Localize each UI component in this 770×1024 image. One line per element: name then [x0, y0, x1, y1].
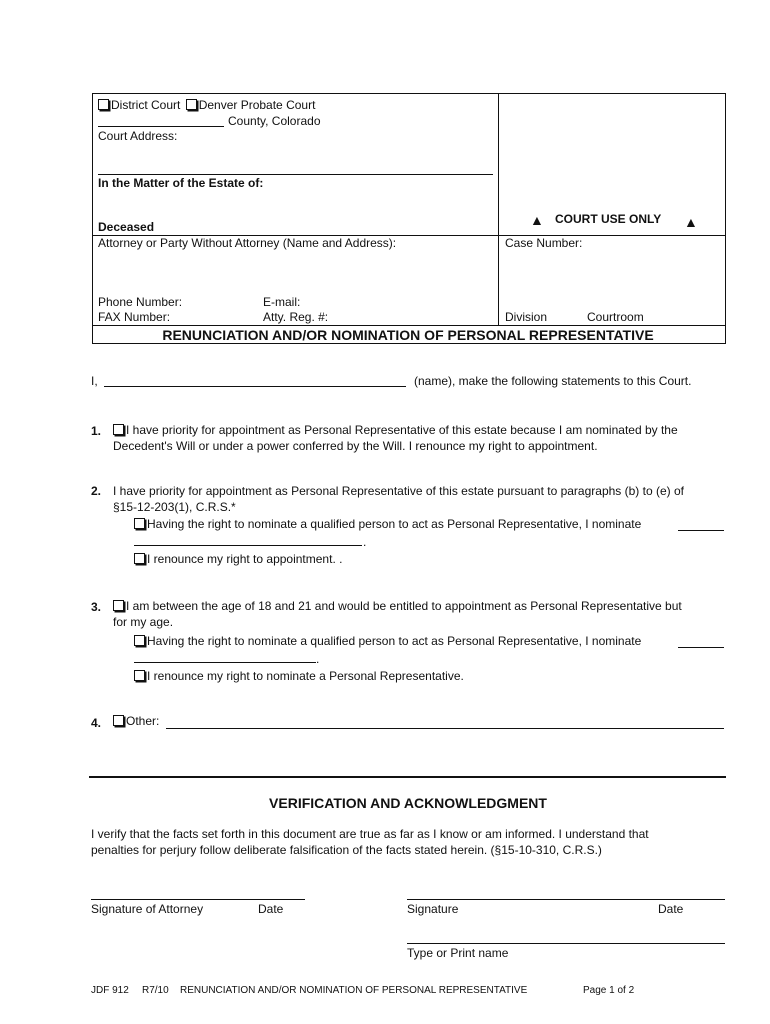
item-3-nominee-field-a[interactable]: [678, 647, 724, 648]
arrow-up-icon-left: ▲: [530, 212, 544, 228]
item-2-nominee-field-a[interactable]: [678, 530, 724, 531]
courtroom-label: Courtroom: [587, 310, 644, 324]
phone-label: Phone Number:: [98, 295, 183, 309]
attorney-label: Attorney or Party Without Attorney (Name and Address):: [98, 236, 397, 250]
signature-of-attorney-label: Signature of Attorney: [91, 902, 204, 916]
county-colorado-label: County, Colorado: [228, 114, 321, 128]
intro-suffix: (name), make the following statements to this Court.: [414, 374, 692, 388]
item-4-number: 4.: [91, 716, 102, 730]
item-3-text: [113, 598, 725, 630]
item-1-line2: Decedent's Will or under a power conferred by the Will. I renounce my right to appointment.: [113, 439, 598, 453]
name-field[interactable]: [104, 386, 406, 387]
item-2-period: .: [363, 535, 367, 549]
item-2-renounce-row: [134, 552, 342, 566]
district-court-label: District Court: [111, 98, 181, 112]
caption-divider-vertical: [498, 93, 499, 326]
item-1-line1: I have priority for appointment as Personal Representative of this estate because I am nominated by the: [126, 423, 678, 437]
caption-divider-title: [92, 325, 725, 326]
attorney-signature-line[interactable]: [91, 899, 305, 900]
item-2-text: [113, 483, 725, 515]
item-2-line2: §15-12-203(1), C.R.S.*: [113, 500, 236, 514]
item-2-nominee-field-b[interactable]: [134, 545, 362, 546]
court-use-only-label: COURT USE ONLY: [555, 212, 662, 226]
item-3-nominate-checkbox[interactable]: [134, 635, 145, 646]
intro-prefix: I,: [91, 374, 98, 388]
item-1-text: [113, 422, 725, 454]
matter-label: In the Matter of the Estate of:: [98, 176, 264, 190]
item-3-renounce-label: I renounce my right to nominate a Personal Representative.: [147, 669, 464, 683]
matter-divider: [98, 174, 493, 175]
other-field[interactable]: [166, 728, 724, 729]
denver-probate-checkbox[interactable]: [186, 99, 197, 110]
deceased-label: Deceased: [98, 220, 155, 234]
signature-date-label: Date: [658, 902, 684, 916]
item-2-renounce-checkbox[interactable]: [134, 553, 145, 564]
item-2-nominate-checkbox[interactable]: [134, 518, 145, 529]
court-address-label: Court Address:: [98, 129, 178, 143]
item-3-renounce-row: [134, 669, 464, 683]
verification-line2: penalties for perjury follow deliberate falsification of the facts stated herein. (§15-10-310, C.R.S.): [91, 843, 602, 857]
type-print-name-label: Type or Print name: [407, 946, 509, 960]
court-type-row: [98, 98, 315, 113]
section-divider: [89, 776, 726, 778]
atty-reg-label: Atty. Reg. #:: [263, 310, 329, 324]
form-title: RENUNCIATION AND/OR NOMINATION OF PERSONAL REPRESENTATIVE: [162, 327, 654, 343]
footer-page: Page 1 of 2: [583, 985, 635, 996]
arrow-up-icon-right: ▲: [684, 214, 698, 230]
email-label: E-mail:: [263, 295, 301, 309]
signature-line[interactable]: [407, 899, 725, 900]
item-3-line1: I am between the age of 18 and 21 and would be entitled to appointment as Personal Representative but: [126, 599, 682, 613]
case-number-label: Case Number:: [505, 236, 583, 250]
item-3-nominate-row: [134, 634, 641, 648]
attorney-date-label: Date: [258, 902, 284, 916]
county-field[interactable]: [98, 126, 224, 127]
item-4-row: [113, 714, 159, 728]
item-1-checkbox[interactable]: [113, 424, 124, 435]
item-3-renounce-checkbox[interactable]: [134, 670, 145, 681]
verification-title: VERIFICATION AND ACKNOWLEDGMENT: [269, 795, 547, 811]
division-label: Division: [505, 310, 548, 324]
footer-form-id: JDF 912: [91, 985, 129, 996]
footer-revision: R7/10: [142, 985, 169, 996]
item-2-renounce-label: I renounce my right to appointment. .: [147, 552, 343, 566]
denver-probate-label: Denver Probate Court: [198, 98, 316, 112]
item-2-nominate-row: [134, 517, 641, 531]
district-court-checkbox[interactable]: [98, 99, 109, 110]
item-2-nominate-label: Having the right to nominate a qualified person to act as Personal Representative, I nominate: [147, 517, 642, 531]
item-4-checkbox[interactable]: [113, 715, 124, 726]
item-2-line1: I have priority for appointment as Personal Representative of this estate pursuant to paragraphs (b) to (e) of: [113, 484, 684, 498]
verification-line1: I verify that the facts set forth in this document are true as far as I know or am informed. I understand that: [91, 827, 649, 841]
item-3-checkbox[interactable]: [113, 600, 124, 611]
item-3-period: .: [316, 652, 320, 666]
signature-label: Signature: [407, 902, 459, 916]
item-2-number: 2.: [91, 484, 102, 498]
item-4-other-label: Other:: [126, 714, 160, 728]
item-3-nominate-label: Having the right to nominate a qualified person to act as Personal Representative, I nominate: [147, 634, 642, 648]
footer-title: RENUNCIATION AND/OR NOMINATION OF PERSONAL REPRESENTATIVE: [180, 985, 528, 996]
item-1-number: 1.: [91, 424, 102, 438]
type-print-name-line[interactable]: [407, 943, 725, 944]
item-3-nominee-field-b[interactable]: [134, 662, 316, 663]
item-3-number: 3.: [91, 600, 102, 614]
verification-text: [91, 826, 725, 858]
fax-label: FAX Number:: [98, 310, 171, 324]
item-3-line2: for my age.: [113, 615, 174, 629]
